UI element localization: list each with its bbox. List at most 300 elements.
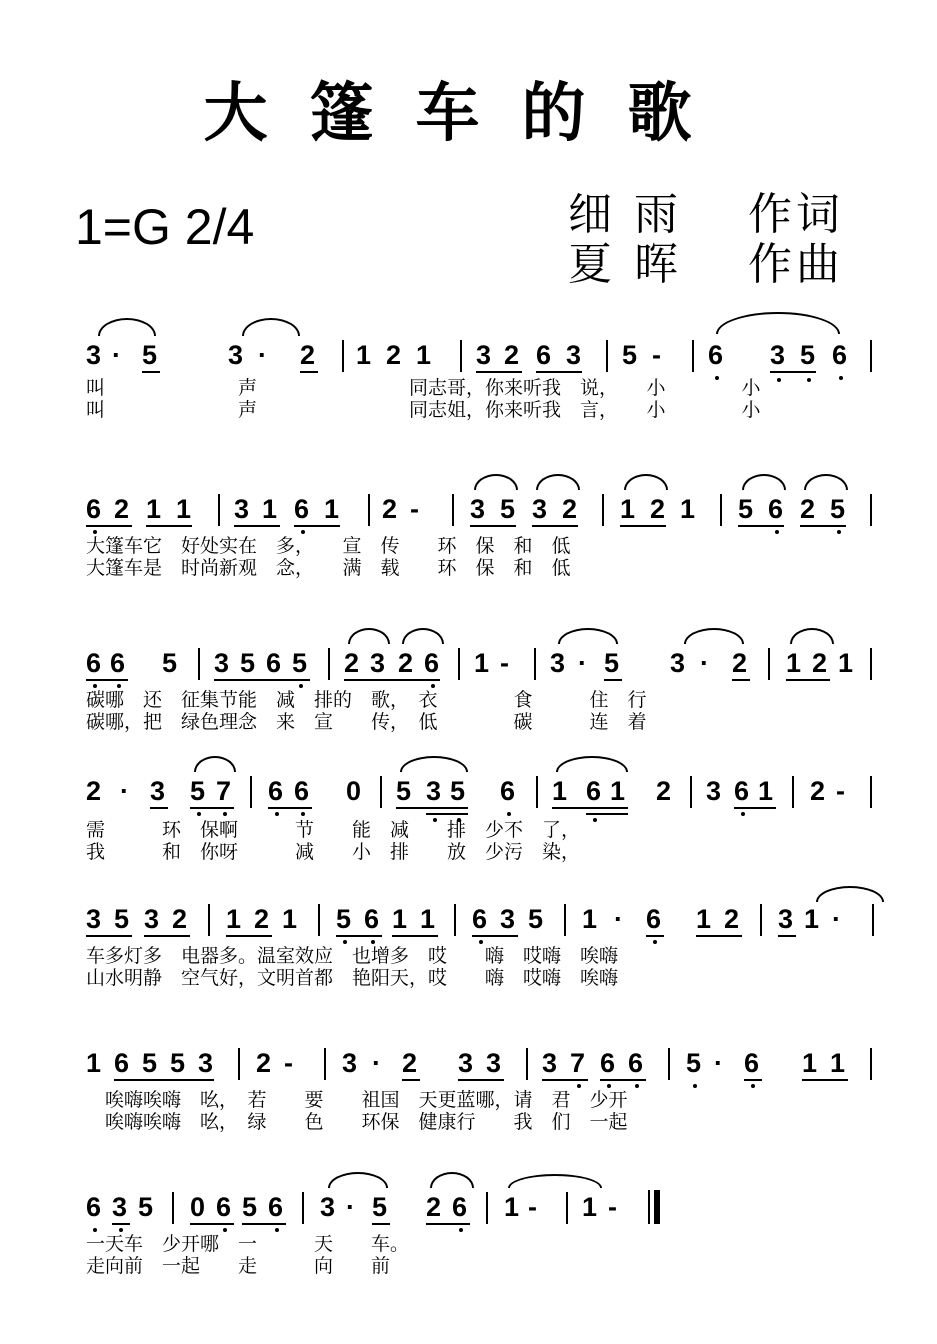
note: 3	[566, 340, 582, 370]
underline	[536, 371, 582, 373]
note: 2	[114, 494, 130, 524]
underline	[800, 525, 846, 527]
note: 2	[732, 648, 748, 678]
note: 6	[744, 1048, 760, 1078]
note: 3	[770, 340, 786, 370]
underline	[476, 371, 522, 373]
slur	[684, 628, 744, 644]
underline	[738, 525, 784, 527]
barline	[872, 904, 874, 936]
underline	[426, 1223, 470, 1225]
underline	[734, 807, 776, 809]
lyrics-verse-1: 大篷车它 好处实在 多， 宣 传 环 保 和 低	[86, 535, 571, 557]
barline	[768, 648, 770, 680]
lower-octave-dot	[607, 1084, 611, 1088]
underline	[146, 525, 192, 527]
note: 5	[142, 1048, 158, 1078]
note: 3	[778, 904, 794, 934]
barline	[690, 776, 692, 808]
underline	[112, 1223, 130, 1225]
note: 6	[216, 1192, 232, 1222]
underline	[744, 1079, 762, 1081]
note: 2	[402, 1048, 418, 1078]
lyrics-verse-1: 叫 声 同志哥，你来听我 说， 小 小	[86, 377, 761, 399]
note: 1	[552, 776, 568, 806]
barline	[564, 904, 566, 936]
barline	[302, 1192, 304, 1224]
note: 1	[758, 776, 774, 806]
double-underline	[586, 813, 628, 815]
slur	[742, 474, 786, 490]
underline	[150, 807, 168, 809]
note: 6	[266, 648, 282, 678]
lower-octave-dot	[117, 684, 121, 688]
barline	[368, 494, 370, 526]
barline	[760, 904, 762, 936]
barline	[238, 1048, 240, 1080]
note-dot: ·	[372, 1048, 381, 1078]
lower-octave-dot	[507, 812, 511, 816]
note: 2	[812, 648, 828, 678]
note: 6	[114, 1048, 130, 1078]
underline	[396, 807, 468, 809]
composer-credit: 夏 晖 作曲	[568, 239, 844, 290]
slur	[328, 1172, 388, 1188]
note: 1	[392, 904, 408, 934]
barline	[792, 776, 794, 808]
slur	[98, 318, 156, 336]
lower-octave-dot	[741, 812, 745, 816]
underline	[190, 807, 234, 809]
note: 6	[424, 648, 440, 678]
underline	[542, 1079, 588, 1081]
lyrics-verse-1: 需 环 保啊 节 能 减 排 少不 了，	[86, 819, 581, 841]
note: 1	[582, 1192, 598, 1222]
note: 3	[320, 1192, 336, 1222]
lower-octave-dot	[807, 378, 811, 382]
barline	[526, 1048, 528, 1080]
note-dash: -	[608, 1192, 617, 1222]
slur	[430, 1172, 474, 1188]
underline	[86, 525, 132, 527]
lower-octave-dot	[93, 530, 97, 534]
note: 6	[734, 776, 750, 806]
note: 6	[500, 776, 516, 806]
note: 6	[646, 904, 662, 934]
note: 3	[550, 648, 566, 678]
lower-octave-dot	[459, 1228, 463, 1232]
note: 5	[372, 1192, 388, 1222]
underline	[470, 525, 516, 527]
barline	[172, 1192, 174, 1224]
note: 5	[162, 648, 178, 678]
note: 6	[294, 776, 310, 806]
lyrics-verse-1: 一天车 少开哪 一 天 车。	[86, 1233, 410, 1255]
lower-octave-dot	[635, 1084, 639, 1088]
note-dot: ·	[346, 1192, 355, 1222]
note: 3	[476, 340, 492, 370]
note: 1	[176, 494, 192, 524]
underline	[190, 1223, 234, 1225]
note: 7	[570, 1048, 586, 1078]
note: 1	[610, 776, 626, 806]
note: 6	[268, 776, 284, 806]
lower-octave-dot	[577, 1084, 581, 1088]
underline	[344, 679, 440, 681]
tie	[508, 1174, 602, 1188]
underline	[86, 935, 132, 937]
lower-octave-dot	[479, 940, 483, 944]
note: 1	[226, 904, 242, 934]
note: 5	[242, 1192, 258, 1222]
note: 2	[656, 776, 672, 806]
note: 6	[110, 648, 126, 678]
note: 1	[830, 1048, 846, 1078]
note: 3	[670, 648, 686, 678]
underline	[242, 1223, 286, 1225]
key-time-signature: 1=G 2/4	[75, 199, 255, 255]
note: 1	[696, 904, 712, 934]
barline	[606, 340, 608, 372]
lyrics-verse-2: 大篷车是 时尚新观 念， 满 载 环 保 和 低	[86, 557, 571, 579]
note: 5	[500, 494, 516, 524]
underline	[144, 935, 190, 937]
slur	[556, 756, 628, 772]
note: 5	[450, 776, 466, 806]
underline	[402, 1079, 420, 1081]
lower-octave-dot	[197, 812, 201, 816]
note: 1	[786, 648, 802, 678]
lower-octave-dot	[593, 818, 597, 822]
note-dash: -	[500, 648, 509, 678]
note: 5	[336, 904, 352, 934]
note: 3	[458, 1048, 474, 1078]
note: 5	[800, 340, 816, 370]
underline	[472, 935, 518, 937]
underline	[620, 525, 666, 527]
note: 6	[472, 904, 488, 934]
slur	[804, 474, 848, 490]
note: 1	[86, 1048, 102, 1078]
note: 5	[114, 904, 130, 934]
lyrics-verse-2: 山水明静 空气好，文明首都 艳阳天，哎 嗨 哎嗨 唉嗨	[86, 967, 619, 989]
underline	[786, 679, 830, 681]
note: 5	[142, 340, 158, 370]
song-title: 大篷车的歌	[203, 77, 734, 151]
barline	[870, 494, 872, 526]
note: 3	[532, 494, 548, 524]
note: 1	[802, 1048, 818, 1078]
note-dash: -	[836, 776, 845, 806]
slur	[474, 474, 518, 490]
note: 6	[294, 494, 310, 524]
lower-octave-dot	[275, 812, 279, 816]
note: 3	[86, 904, 102, 934]
barline	[380, 776, 382, 808]
slur	[348, 628, 390, 644]
barline	[198, 648, 200, 680]
note-dash: -	[652, 340, 661, 370]
barline	[602, 494, 604, 526]
note: 1	[146, 494, 162, 524]
slur	[400, 756, 468, 772]
underline	[600, 1079, 646, 1081]
note: 6	[586, 776, 602, 806]
lyrics-verse-1: 车多灯多 电器多。温室效应 也增多 哎 嗨 哎嗨 唉嗨	[86, 945, 619, 967]
slur	[716, 312, 840, 334]
note: 6	[86, 1192, 102, 1222]
barline	[566, 1192, 568, 1224]
note: 3	[426, 776, 442, 806]
lower-octave-dot	[751, 1084, 755, 1088]
barline	[454, 904, 456, 936]
lyrics-verse-1: 碳哪 还 征集节能 减 排的 歌， 衣 食 住 行	[86, 689, 647, 711]
note-dot: ·	[832, 904, 841, 934]
note: 2	[172, 904, 188, 934]
note: 3	[144, 904, 160, 934]
note: 2	[800, 494, 816, 524]
barline	[870, 648, 872, 680]
barline	[328, 648, 330, 680]
note-dot: ·	[258, 340, 267, 370]
slur	[558, 628, 618, 644]
lower-octave-dot	[431, 684, 435, 688]
lower-octave-dot	[839, 376, 843, 380]
barline	[870, 340, 872, 372]
underline	[646, 935, 664, 937]
lower-octave-dot	[775, 530, 779, 534]
note-dot: ·	[112, 340, 121, 370]
barline	[318, 904, 320, 936]
note: 3	[342, 1048, 358, 1078]
underline	[552, 807, 628, 809]
note: 3	[486, 1048, 502, 1078]
lower-octave-dot	[343, 940, 347, 944]
barline	[536, 776, 538, 808]
underline	[392, 935, 438, 937]
note: 0	[190, 1192, 206, 1222]
slur	[790, 628, 834, 644]
underline	[86, 679, 128, 681]
note-dash: -	[410, 494, 419, 524]
underline	[234, 525, 280, 527]
note: 2	[256, 1048, 272, 1078]
note: 2	[344, 648, 360, 678]
lower-octave-dot	[837, 530, 841, 534]
note: 5	[240, 648, 256, 678]
note-dot: ·	[578, 648, 587, 678]
barline	[486, 1192, 488, 1224]
lyrics-verse-2: 叫 声 同志姐，你来听我 言， 小 小	[86, 399, 761, 421]
note: 5	[622, 340, 638, 370]
lower-octave-dot	[299, 684, 303, 688]
underline	[300, 371, 318, 373]
underline	[696, 935, 742, 937]
double-underline	[426, 813, 468, 815]
note: 1	[282, 904, 298, 934]
note: 1	[582, 904, 598, 934]
underline	[114, 1079, 214, 1081]
note: 1	[324, 494, 340, 524]
barline	[250, 776, 252, 808]
note-dot: ·	[714, 1048, 723, 1078]
lower-octave-dot	[93, 684, 97, 688]
note: 1	[416, 340, 432, 370]
lyrics-verse-2: 碳哪，把 绿色理念 来 宣 传， 低 碳 连 着	[86, 711, 647, 733]
note: 5	[170, 1048, 186, 1078]
lower-octave-dot	[693, 1084, 697, 1088]
lyrics-verse-1: 唉嗨唉嗨 吆， 若 要 祖国 天更蓝哪，请 君 少开	[86, 1089, 628, 1111]
note-dot: ·	[614, 904, 623, 934]
note: 2	[398, 648, 414, 678]
note: 5	[686, 1048, 702, 1078]
note: 2	[724, 904, 740, 934]
note: 0	[346, 776, 362, 806]
slur	[536, 474, 580, 490]
note: 3	[706, 776, 722, 806]
underline	[732, 679, 750, 681]
final-barline-thick	[654, 1190, 660, 1224]
barline	[458, 648, 460, 680]
note: 5	[738, 494, 754, 524]
note: 1	[804, 904, 820, 934]
barline	[218, 494, 220, 526]
note: 2	[386, 340, 402, 370]
underline	[294, 525, 340, 527]
note-dot: ·	[120, 776, 129, 806]
note: 3	[112, 1192, 128, 1222]
lower-octave-dot	[223, 1228, 227, 1232]
note: 1	[504, 1192, 520, 1222]
lower-octave-dot	[301, 530, 305, 534]
underline	[802, 1079, 848, 1081]
note: 1	[620, 494, 636, 524]
note: 6	[708, 340, 724, 370]
note: 5	[190, 776, 206, 806]
note: 5	[830, 494, 846, 524]
note: 2	[426, 1192, 442, 1222]
note: 2	[650, 494, 666, 524]
note: 3	[198, 1048, 214, 1078]
note: 5	[292, 648, 308, 678]
lyrics-verse-2: 走向前 一起 走 向 前	[86, 1255, 391, 1277]
underline	[372, 1223, 390, 1225]
underline	[458, 1079, 504, 1081]
note: 2	[562, 494, 578, 524]
note: 6	[536, 340, 552, 370]
note: 3	[228, 340, 244, 370]
note: 1	[420, 904, 436, 934]
underline	[778, 935, 796, 937]
barline	[870, 1048, 872, 1080]
note: 6	[768, 494, 784, 524]
note: 6	[86, 648, 102, 678]
note: 6	[452, 1192, 468, 1222]
note: 5	[528, 904, 544, 934]
lower-octave-dot	[777, 378, 781, 382]
note: 1	[838, 648, 854, 678]
note: 6	[86, 494, 102, 524]
note: 3	[214, 648, 230, 678]
note: 1	[262, 494, 278, 524]
note: 3	[470, 494, 486, 524]
note: 6	[628, 1048, 644, 1078]
note: 2	[300, 340, 316, 370]
note: 6	[268, 1192, 284, 1222]
underline	[268, 807, 312, 809]
note: 2	[254, 904, 270, 934]
underline	[770, 371, 816, 373]
note: 7	[216, 776, 232, 806]
underline	[604, 679, 622, 681]
note: 3	[234, 494, 250, 524]
barline	[452, 494, 454, 526]
note: 3	[150, 776, 166, 806]
slur	[624, 474, 668, 490]
note: 2	[86, 776, 102, 806]
barline	[870, 776, 872, 808]
barline	[720, 494, 722, 526]
note: 2	[810, 776, 826, 806]
note: 2	[504, 340, 520, 370]
slur	[194, 756, 236, 772]
note-dot: ·	[700, 648, 709, 678]
tie	[816, 886, 884, 902]
final-barline-thin	[648, 1190, 650, 1224]
note: 5	[138, 1192, 154, 1222]
lower-octave-dot	[371, 940, 375, 944]
lower-octave-dot	[119, 1228, 123, 1232]
lower-octave-dot	[275, 1228, 279, 1232]
lower-octave-dot	[301, 812, 305, 816]
underline	[226, 935, 272, 937]
lyrics-verse-2: 我 和 你呀 减 小 排 放 少污 染，	[86, 841, 581, 863]
barline	[668, 1048, 670, 1080]
note: 1	[474, 648, 490, 678]
slur	[402, 628, 444, 644]
note: 2	[382, 494, 398, 524]
barline	[208, 904, 210, 936]
note-dash: -	[528, 1192, 537, 1222]
slur	[242, 318, 300, 336]
barline	[692, 340, 694, 372]
note: 6	[832, 340, 848, 370]
note: 3	[370, 648, 386, 678]
barline	[324, 1048, 326, 1080]
underline	[214, 679, 310, 681]
underline	[142, 371, 160, 373]
underline	[532, 525, 578, 527]
note: 5	[396, 776, 412, 806]
lyricist-credit: 细 雨 作词	[568, 189, 844, 240]
underline	[336, 935, 382, 937]
note: 3	[542, 1048, 558, 1078]
note: 1	[356, 340, 372, 370]
note: 6	[600, 1048, 616, 1078]
lyrics-verse-2: 唉嗨唉嗨 吆， 绿 色 环保 健康行 我 们 一起	[86, 1111, 628, 1133]
barline	[342, 340, 344, 372]
note: 1	[680, 494, 696, 524]
note: 6	[364, 904, 380, 934]
note-dash: -	[284, 1048, 293, 1078]
lower-octave-dot	[653, 940, 657, 944]
barline	[460, 340, 462, 372]
lower-octave-dot	[223, 812, 227, 816]
lower-octave-dot	[93, 1228, 97, 1232]
note: 3	[500, 904, 516, 934]
barline	[534, 648, 536, 680]
note: 5	[604, 648, 620, 678]
